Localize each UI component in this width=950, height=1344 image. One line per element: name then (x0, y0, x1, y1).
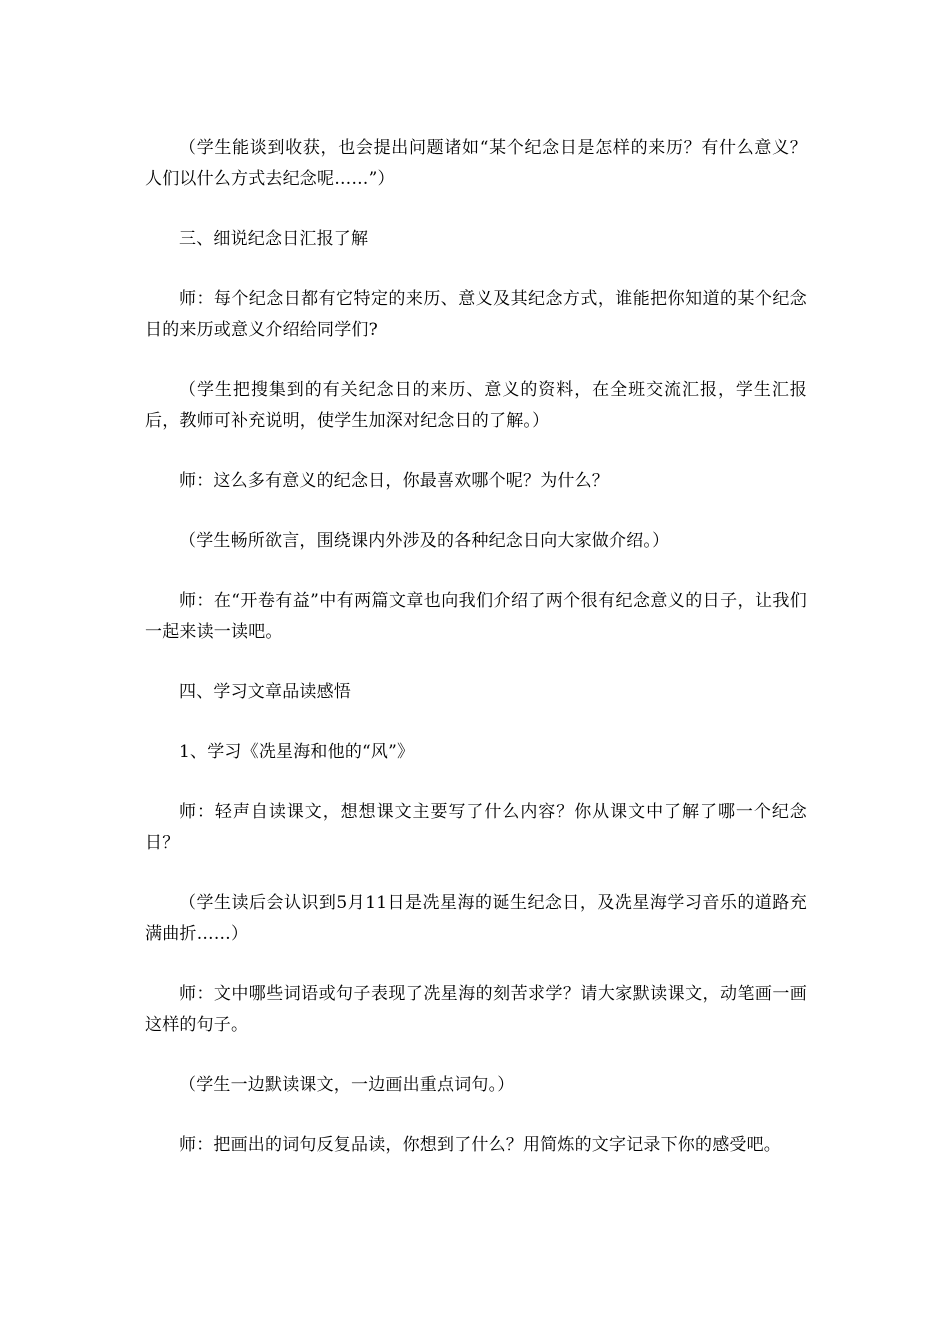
student-response-paragraph: （学生一边默读课文，一边画出重点词句。） (179, 1075, 515, 1095)
teacher-prompt-paragraph: 师：轻声自读课文，想想课文主要写了什么内容？你从课文中了解了哪一个纪念日？ (145, 802, 807, 853)
student-response-paragraph: （学生畅所欲言，围绕课内外涉及的各种纪念日向大家做介绍。） (179, 531, 670, 551)
student-response-paragraph: （学生读后会认识到5月11日是冼星海的诞生纪念日，及冼星海学习音乐的道路充满曲折……） (145, 893, 807, 944)
student-response-paragraph: （学生把搜集到的有关纪念日的来历、意义的资料，在全班交流汇报，学生汇报后，教师可补充说明，使学生加深对纪念日的了解。） (145, 380, 807, 431)
teacher-prompt-paragraph: 师：每个纪念日都有它特定的来历、意义及其纪念方式，谁能把你知道的某个纪念日的来历或意义介绍给同学们? (145, 289, 807, 340)
teacher-prompt-paragraph: 师：在“开卷有益”中有两篇文章也向我们介绍了两个很有纪念意义的日子，让我们一起来读一读吧。 (145, 591, 807, 642)
teacher-prompt-paragraph: 师：文中哪些词语或句子表现了冼星海的刻苦求学？请大家默读课文，动笔画一画这样的句子。 (145, 984, 807, 1035)
teacher-prompt-paragraph: 师：这么多有意义的纪念日，你最喜欢哪个呢？为什么？ (179, 471, 609, 491)
section-heading-4: 四、学习文章品读感悟 (179, 682, 351, 702)
student-response-paragraph: （学生能谈到收获，也会提出问题诸如“某个纪念日是怎样的来历？有什么意义？人们以什么方式去纪念呢……”） (145, 138, 807, 189)
teacher-prompt-paragraph: 师：把画出的词句反复品读，你想到了什么？用简炼的文字记录下你的感受吧。 (179, 1135, 781, 1155)
document-body (145, 133, 807, 1190)
subsection-heading-1: 1、学习《冼星海和他的“风”》 (179, 742, 415, 762)
section-heading-3: 三、细说纪念日汇报了解 (179, 229, 369, 249)
